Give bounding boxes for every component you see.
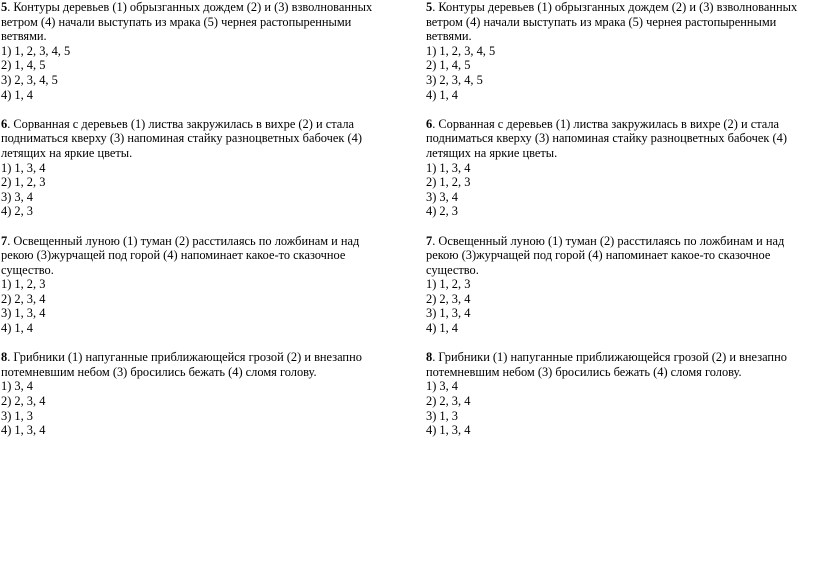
question-line [1, 131, 396, 146]
question-line-text: летящих на яркие цветы. [426, 145, 558, 160]
question-line [1, 117, 396, 132]
answer-option: 3) 1, 3, 4 [1, 306, 46, 321]
question-text [1, 0, 396, 44]
question-line-text: рекою (3)журчащей под горой (4) напоминает какое-то сказочное [1, 248, 346, 263]
answer-option: 4) 1, 4 [1, 87, 34, 102]
task-6 [1, 117, 396, 219]
question-line [426, 117, 816, 132]
question-line [426, 234, 816, 249]
question-line [426, 146, 816, 161]
answer-option: 2) 2, 3, 4 [426, 394, 471, 409]
task-number: 7 [426, 233, 433, 248]
question-line [1, 0, 396, 15]
question-line-text: существо. [1, 262, 54, 277]
question-line-text: . Грибники (1) напуганные приближающейся грозой (2) и внезапно [432, 350, 787, 365]
question-line-text: подниматься кверху (3) напоминая стайку разноцветных бабочек (4) [1, 131, 362, 146]
answer-option: 1) 1, 2, 3 [426, 277, 471, 292]
question-line [426, 248, 816, 263]
question-line-text: . Контуры деревьев (1) обрызганных дождем (2) и (3) взволнованных [432, 0, 798, 14]
answer-option: 2) 1, 4, 5 [1, 58, 46, 73]
question-line-text: потемневшим небом (3) бросились бежать (4) сломя голову. [1, 364, 317, 379]
answer-option: 1) 1, 3, 4 [426, 160, 471, 175]
question-line [426, 263, 816, 278]
question-line-text: подниматься кверху (3) напоминая стайку разноцветных бабочек (4) [426, 131, 787, 146]
right-column [426, 0, 816, 452]
answer-option: 4) 2, 3 [426, 204, 459, 219]
question-line [426, 29, 816, 44]
question-line [426, 15, 816, 30]
task-7 [1, 234, 396, 336]
question-line-text: . Освещенный луною (1) туман (2) расстилаясь по ложбинам и над [432, 233, 785, 248]
answer-option: 3) 3, 4 [1, 189, 34, 204]
answer-option: 3) 2, 3, 4, 5 [426, 72, 483, 87]
task-number: 8 [1, 350, 8, 365]
answer-option: 4) 1, 3, 4 [426, 423, 471, 438]
question-line [1, 15, 396, 30]
answer-option: 4) 2, 3 [1, 204, 34, 219]
question-text [426, 234, 816, 278]
question-line-text: . Грибники (1) напуганные приближающейся грозой (2) и внезапно [7, 350, 362, 365]
answer-option: 2) 2, 3, 4 [1, 291, 46, 306]
question-line [426, 350, 816, 365]
answer-option: 3) 1, 3 [426, 408, 459, 423]
answer-option: 4) 1, 4 [426, 321, 459, 336]
task-8 [426, 350, 816, 438]
left-column [1, 0, 396, 452]
task-number: 6 [426, 116, 433, 131]
question-line-text: ветвями. [1, 29, 47, 44]
question-line [426, 0, 816, 15]
answer-option: 2) 1, 4, 5 [426, 58, 471, 73]
answer-option: 1) 1, 3, 4 [1, 160, 46, 175]
question-text [1, 350, 396, 379]
question-line [1, 365, 396, 380]
answer-option: 3) 3, 4 [426, 189, 459, 204]
answer-option: 3) 1, 3, 4 [426, 306, 471, 321]
answer-option: 1) 3, 4 [1, 379, 34, 394]
task-number: 5 [1, 0, 8, 14]
answer-option: 1) 1, 2, 3, 4, 5 [1, 43, 71, 58]
answer-option: 4) 1, 4 [426, 87, 459, 102]
task-5 [426, 0, 816, 102]
answer-option: 2) 2, 3, 4 [426, 291, 471, 306]
question-line-text: рекою (3)журчащей под горой (4) напоминает какое-то сказочное [426, 248, 771, 263]
question-line [1, 29, 396, 44]
answer-option: 4) 1, 4 [1, 321, 34, 336]
task-8 [1, 350, 396, 438]
question-text [426, 0, 816, 44]
question-line [426, 131, 816, 146]
answer-option: 2) 1, 2, 3 [426, 175, 471, 190]
question-line-text: . Контуры деревьев (1) обрызганных дождем (2) и (3) взволнованных [7, 0, 373, 14]
answer-option: 2) 1, 2, 3 [1, 175, 46, 190]
answer-option: 2) 2, 3, 4 [1, 394, 46, 409]
task-5 [1, 0, 396, 102]
task-number: 5 [426, 0, 433, 14]
answer-option: 4) 1, 3, 4 [1, 423, 46, 438]
answer-option: 1) 1, 2, 3, 4, 5 [426, 43, 496, 58]
question-line-text: . Сорванная с деревьев (1) листва закружилась в вихре (2) и стала [7, 116, 355, 131]
answer-option: 1) 1, 2, 3 [1, 277, 46, 292]
task-6 [426, 117, 816, 219]
task-7 [426, 234, 816, 336]
answer-option: 1) 3, 4 [426, 379, 459, 394]
answer-option: 3) 2, 3, 4, 5 [1, 72, 58, 87]
question-line-text: потемневшим небом (3) бросились бежать (4) сломя голову. [426, 364, 742, 379]
question-line-text: летящих на яркие цветы. [1, 145, 133, 160]
question-line [1, 248, 396, 263]
question-text [1, 234, 396, 278]
question-line [1, 234, 396, 249]
task-number: 8 [426, 350, 433, 365]
question-text [426, 117, 816, 161]
answer-option: 3) 1, 3 [1, 408, 34, 423]
question-line-text: ветвями. [426, 29, 472, 44]
task-number: 7 [1, 233, 8, 248]
question-text [426, 350, 816, 379]
task-number: 6 [1, 116, 8, 131]
question-line-text: ветром (4) начали выступать из мрака (5) чернея растопыренными [1, 14, 352, 29]
question-line-text: . Сорванная с деревьев (1) листва закружилась в вихре (2) и стала [432, 116, 780, 131]
question-text [1, 117, 396, 161]
question-line [1, 263, 396, 278]
question-line [426, 365, 816, 380]
question-line [1, 350, 396, 365]
question-line-text: существо. [426, 262, 479, 277]
question-line-text: ветром (4) начали выступать из мрака (5) чернея растопыренными [426, 14, 777, 29]
question-line [1, 146, 396, 161]
question-line-text: . Освещенный луною (1) туман (2) расстилаясь по ложбинам и над [7, 233, 360, 248]
